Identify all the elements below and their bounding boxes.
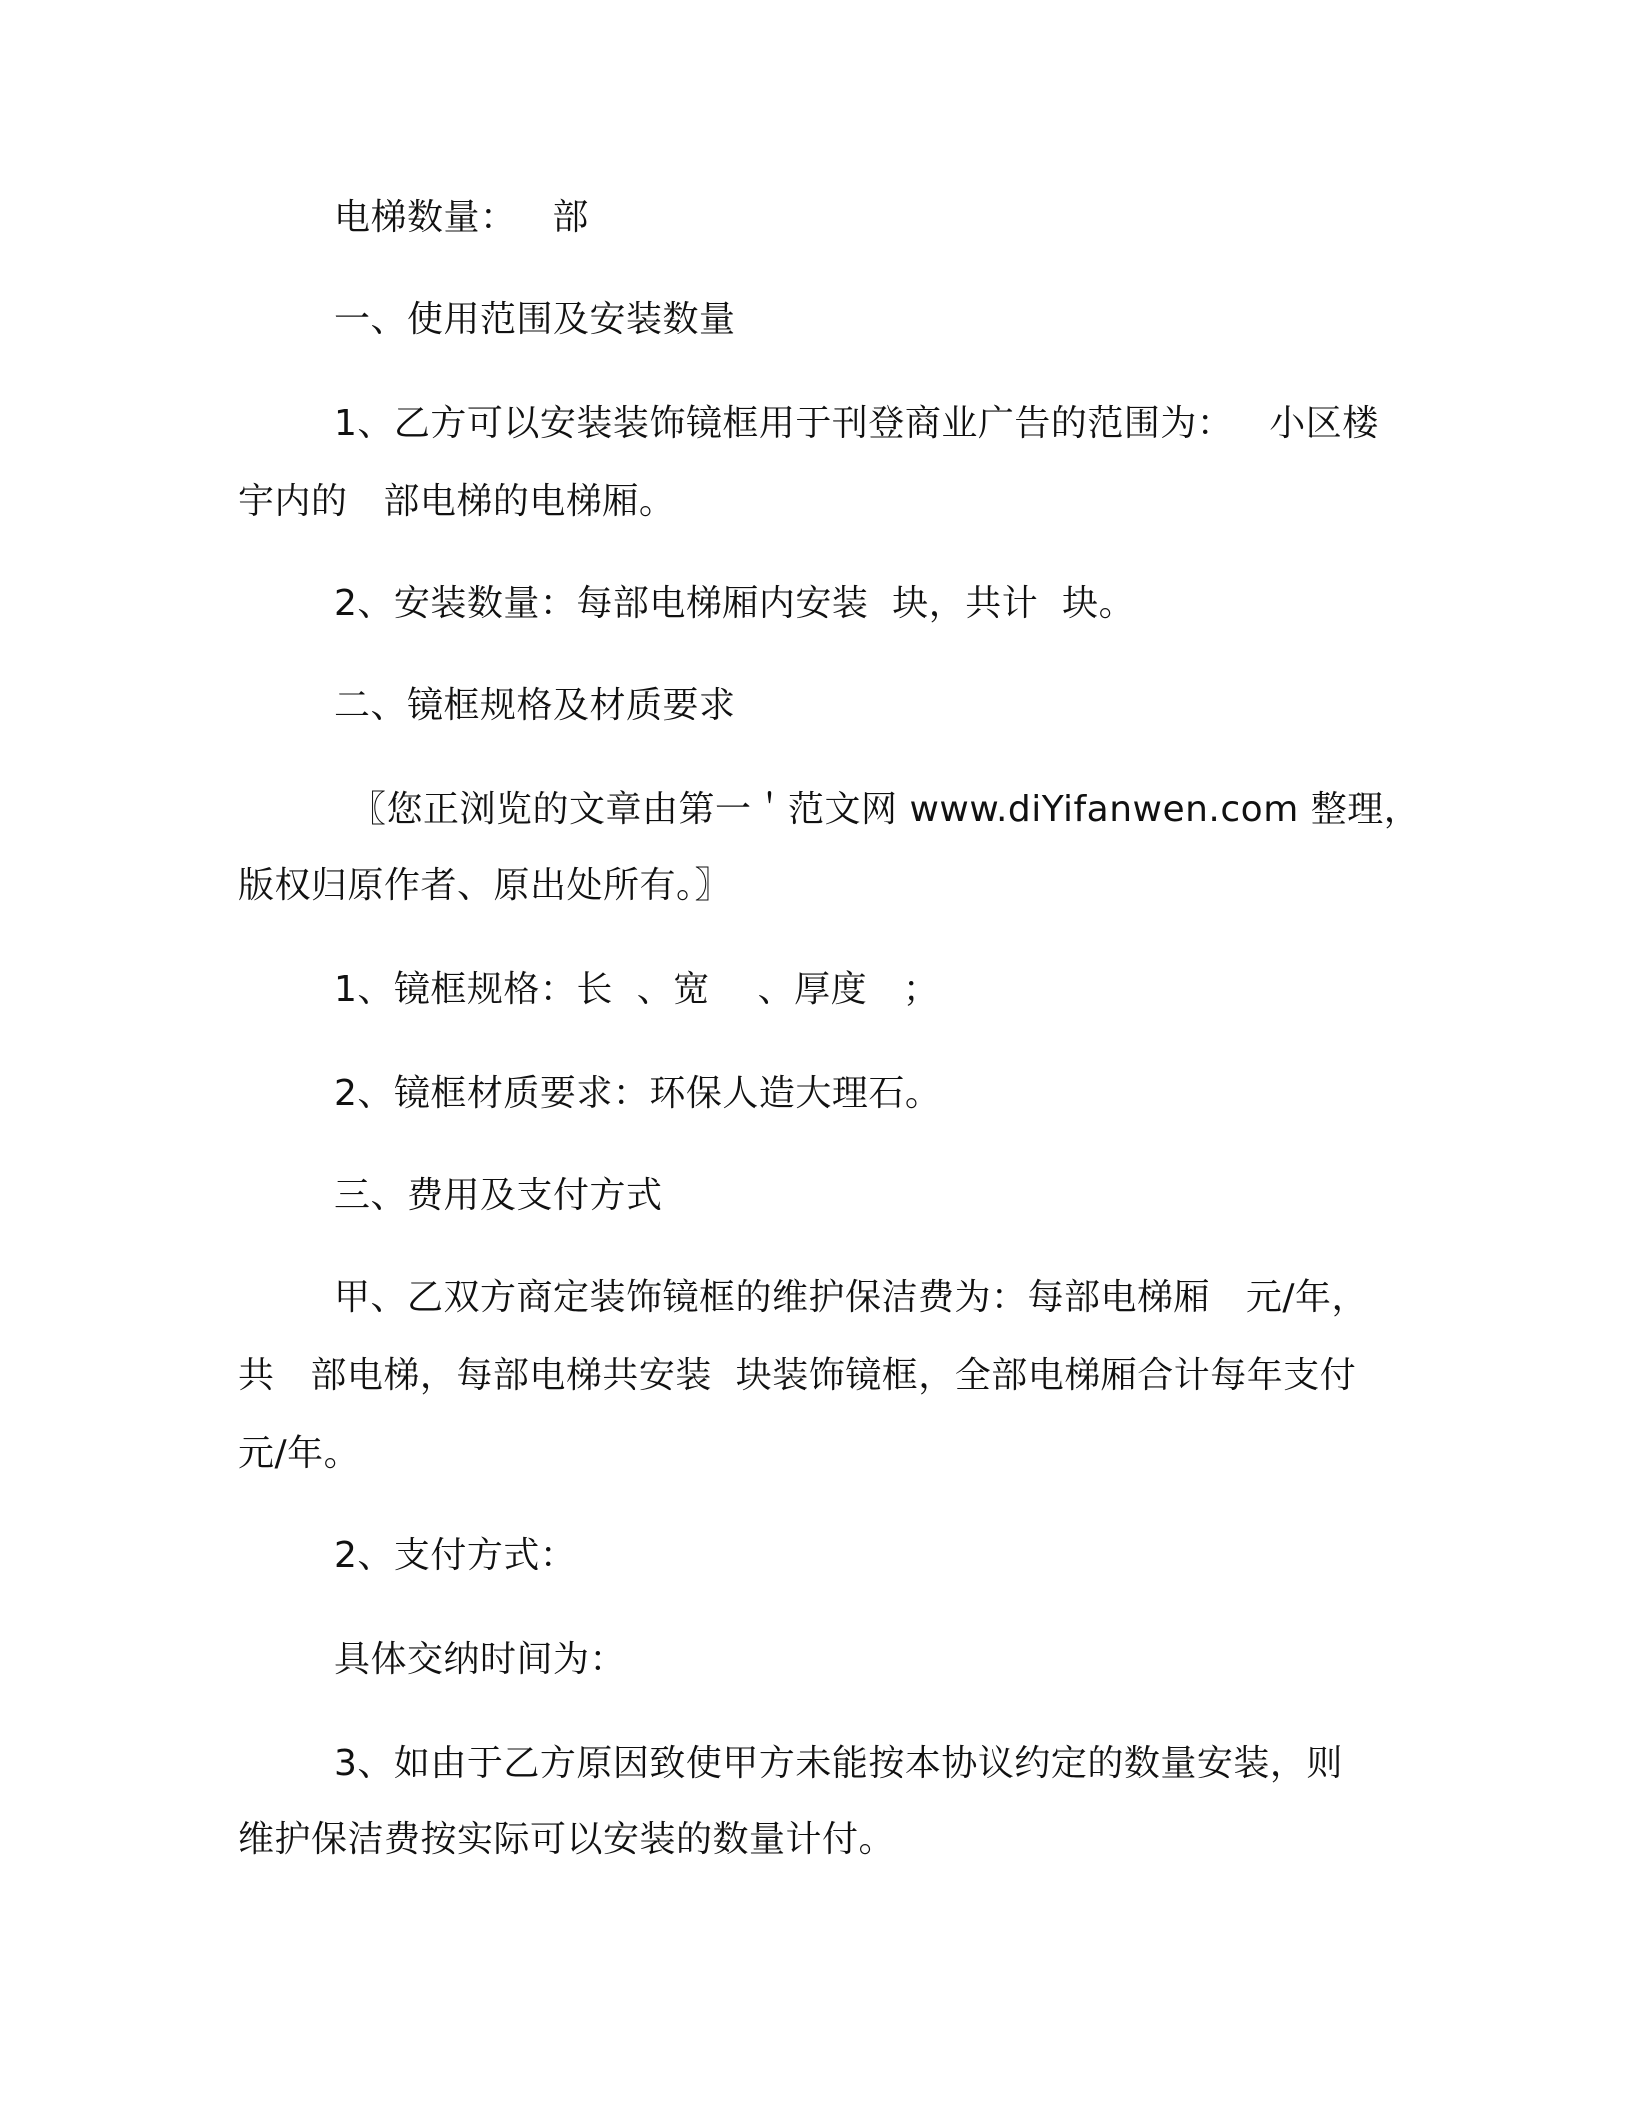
- clause-fees-line-1: 甲、乙双方商定装饰镜框的维护保洁费为：每部电梯厢 元/年，: [334, 1277, 1368, 1318]
- clause-payment-time: 具体交纳时间为：: [334, 1639, 627, 1680]
- clause-scope-line-2: 宇内的 部电梯的电梯厢。: [238, 481, 676, 522]
- elevator-count-line: 电梯数量： 部: [334, 197, 589, 238]
- clause-fee-adjust-line-2: 维护保洁费按实际可以安装的数量计付。: [238, 1819, 896, 1860]
- copyright-notice-line-1: 〖您正浏览的文章由第一＇范文网 www.diYifanwen.com 整理，: [350, 789, 1421, 830]
- clause-fees-line-3: 元/年。: [238, 1433, 361, 1474]
- section-heading-spec: 二、镜框规格及材质要求: [334, 685, 736, 726]
- clause-frame-material: 2、镜框材质要求：环保人造大理石。: [334, 1073, 942, 1114]
- clause-fee-adjust-line-1: 3、如由于乙方原因致使甲方未能按本协议约定的数量安装，则: [334, 1743, 1343, 1784]
- clause-fees-line-2: 共 部电梯，每部电梯共安装 块装饰镜框，全部电梯厢合计每年支付: [238, 1355, 1357, 1396]
- section-heading-fees: 三、费用及支付方式: [334, 1175, 663, 1216]
- section-heading-scope: 一、使用范围及安装数量: [334, 299, 736, 340]
- clause-payment-method: 2、支付方式：: [334, 1535, 577, 1576]
- copyright-notice-line-2: 版权归原作者、原出处所有。〗: [238, 865, 732, 906]
- clause-frame-spec: 1、镜框规格：长 、宽 、厚度 ；: [334, 969, 940, 1010]
- clause-quantity: 2、安装数量：每部电梯厢内安装 块，共计 块。: [334, 583, 1136, 624]
- clause-scope-line-1: 1、乙方可以安装装饰镜框用于刊登商业广告的范围为： 小区楼: [334, 403, 1379, 444]
